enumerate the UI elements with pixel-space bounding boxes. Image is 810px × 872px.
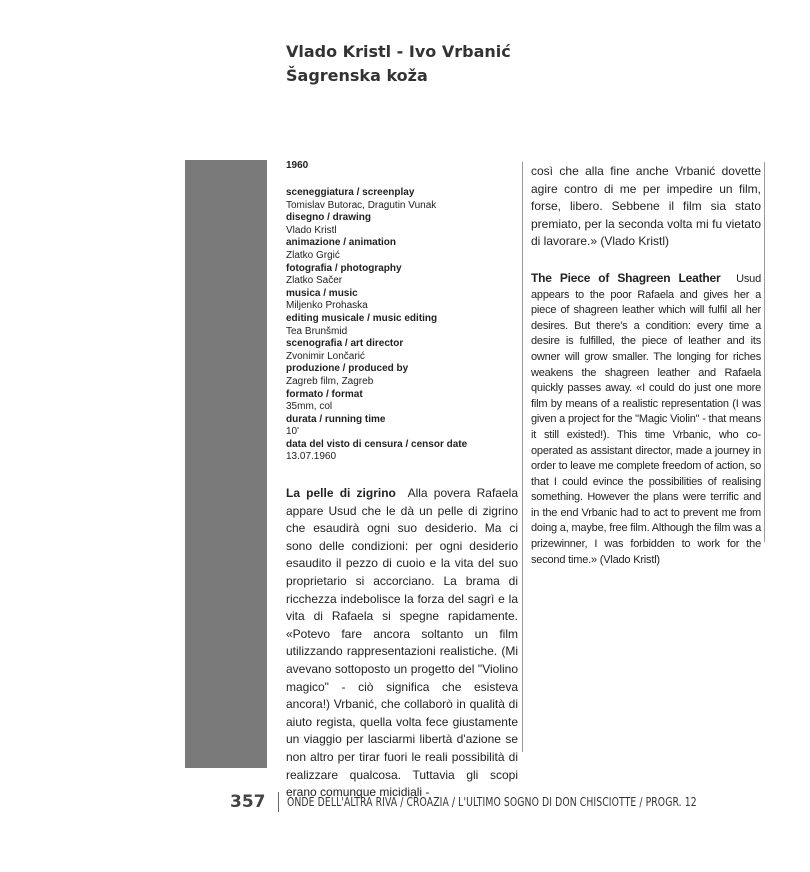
film-year: 1960 bbox=[286, 160, 309, 171]
running-footer: ONDE DELL'ALTRA RIVA / CROAZIA / L'ULTIMO SOGNO DI DON CHISCIOTTE / PROGR. 12 bbox=[287, 795, 697, 809]
decorative-grey-bar bbox=[185, 160, 267, 768]
credit-label: formato / format bbox=[286, 388, 363, 400]
italian-synopsis bbox=[286, 485, 518, 802]
footer-divider bbox=[278, 792, 279, 812]
english-body: Usud appears to the poor Rafaela and gives her a piece of shagreen leather which will fulfil all her desires. But there's a condition: every time a desire is fulfilled, the piece of leather and its owner will grow smaller. The longing for riches weakens the shagreen leather and Rafaela quickly passes away. «I could do just one more film by means of a realistic representation (I was given a project for the "Magic Violin" - that means it still existed!). This time Vrbanic, who co-operated as assistant director, made a journey in order to leave me complete freedom of action, so that I could evince the possibilities of realising something. However the plans were terrific and in the end Vrbanic had to act to prevent me from doing a, maybe, free film. Although the film was a prizewinner, I was forbidden to work for the second time.» (Vlado Kristl) bbox=[531, 272, 762, 566]
page-number: 357 bbox=[230, 792, 266, 812]
credit-value: Vlado Kristl bbox=[286, 224, 337, 236]
italian-body: Alla povera Rafaela appare Usud che le dà un pelle di zigrino che esaudirà ogni suo desiderio. Ma ci sono delle condizioni: per ogni desiderio esaudito il pezzo di cuoio e la vita del suo proprietario si accorciano. La brama di ricchezza indebolisce la forza del sagrì e la vita di Rafaela si spegne rapidamente. «Potevo fare ancora soltanto un film utilizzando rappresentazioni realistiche. (Mi avevano sottoposto un progetto del "Violino magico" - ciò significa che esisteva ancora!) Vrbanić, che collaborò in qualità di aiuto regista, quella volta fece giustamente un viaggio per lasciarmi libertà d'azione se non altro per tirar fuori le reali possibilità di realizzare qualcosa. Tuttavia gli scopi erano comunque micidiali - bbox=[286, 486, 518, 800]
credit-value: 35mm, col bbox=[286, 401, 333, 413]
english-heading: The Piece of Shagreen Leather bbox=[531, 270, 721, 285]
credit-label: musica / music bbox=[286, 287, 358, 299]
credits-list bbox=[286, 187, 518, 464]
italian-continuation: così che alla fine anche Vrbanić dovette agire contro di me per impedire un film, forse, libero. Sebbene il film sia stato premiato, per la seconda volta mi fu vietato di lavorare.» (Vlado Kristl) bbox=[531, 164, 761, 249]
italian-heading: La pelle di zigrino bbox=[286, 486, 396, 501]
credit-value: Zagreb film, Zagreb bbox=[286, 375, 374, 387]
credit-value: Zlatko Grgić bbox=[286, 249, 340, 261]
english-synopsis bbox=[531, 271, 761, 568]
film-title: Šagrenska koža bbox=[286, 66, 428, 85]
credit-label: fotografia / photography bbox=[286, 262, 402, 274]
credit-label: produzione / produced by bbox=[286, 363, 409, 375]
right-column bbox=[531, 163, 761, 568]
credit-label: data del visto di censura / censor date bbox=[286, 438, 468, 450]
credit-value: Tomislav Butorac, Dragutin Vunak bbox=[286, 199, 437, 211]
page-title bbox=[286, 40, 511, 88]
credit-value: Miljenko Prohaska bbox=[286, 300, 368, 312]
credit-label: scenografia / art director bbox=[286, 338, 404, 350]
film-authors: Vlado Kristl - Ivo Vrbanić bbox=[286, 42, 511, 61]
credit-value: Zlatko Sačer bbox=[286, 275, 343, 287]
credit-label: animazione / animation bbox=[286, 237, 397, 249]
credit-value: Tea Brunšmid bbox=[286, 325, 348, 337]
credit-value: 13.07.1960 bbox=[286, 451, 337, 463]
credit-label: disegno / drawing bbox=[286, 212, 372, 224]
credit-value: Zvonimir Lončarić bbox=[286, 350, 365, 362]
credit-value: 10' bbox=[286, 426, 300, 438]
column-divider-left bbox=[522, 162, 523, 752]
credit-label: editing musicale / music editing bbox=[286, 312, 438, 324]
left-column bbox=[286, 160, 518, 802]
page-footer bbox=[230, 790, 763, 814]
credit-label: sceneggiatura / screenplay bbox=[286, 187, 415, 198]
credit-label: durata / running time bbox=[286, 413, 386, 425]
column-divider-right bbox=[764, 162, 765, 542]
